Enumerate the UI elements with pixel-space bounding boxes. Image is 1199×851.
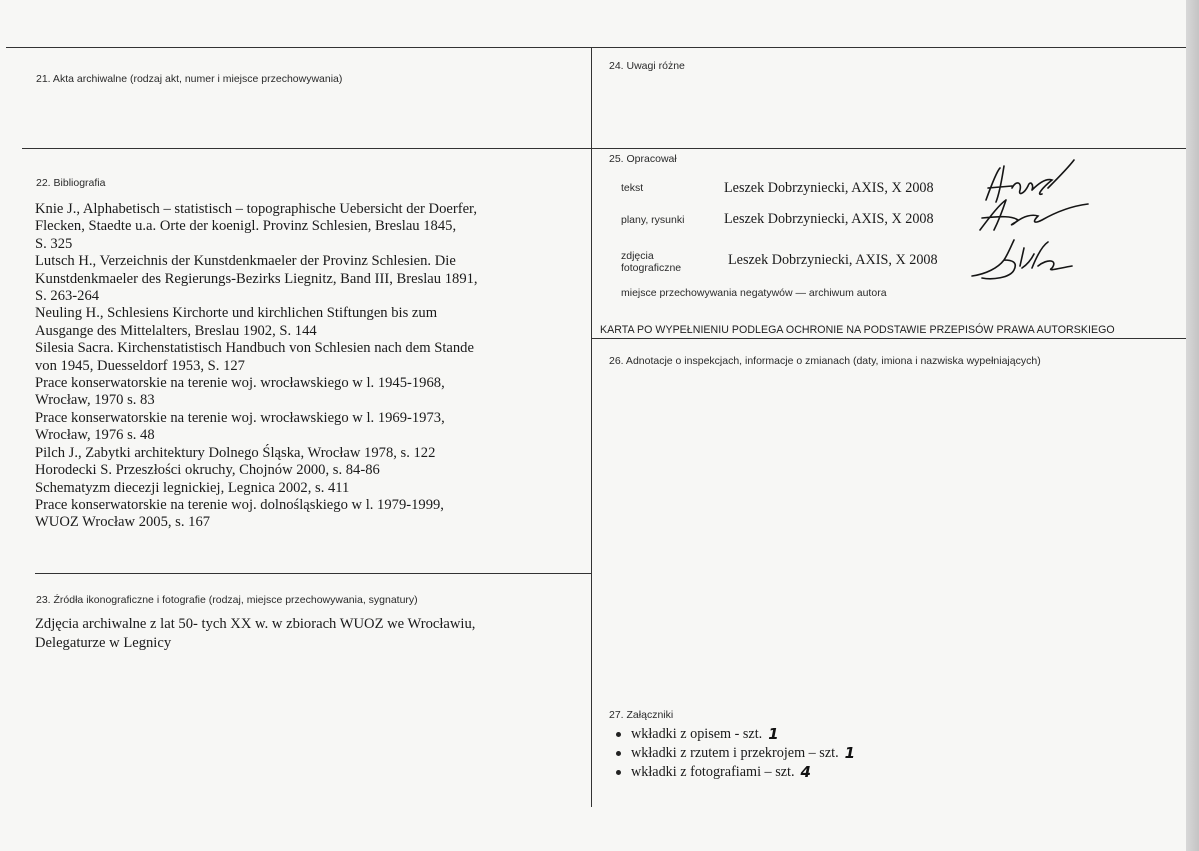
section-24-label: 24. Uwagi różne bbox=[609, 60, 685, 72]
bibliography-line: Lutsch H., Verzeichnis der Kunstdenkmaeler der Provinz Schlesien. Die bbox=[35, 253, 456, 270]
bibliography-line: Wrocław, 1976 s. 48 bbox=[35, 427, 155, 444]
negatives-storage: miejsce przechowywania negatywów — archiwum autora bbox=[621, 287, 887, 299]
bibliography-line: Ausgange des Mittelalters, Breslau 1902, S. 144 bbox=[35, 322, 317, 339]
author-text-label: tekst bbox=[621, 182, 644, 194]
section-22-label: 22. Bibliografia bbox=[36, 177, 106, 189]
bibliography-line: Prace konserwatorskie na terenie woj. wrocławskiego w l. 1945-1968, bbox=[35, 375, 445, 392]
center-divider bbox=[591, 47, 592, 807]
rule-22-23 bbox=[35, 573, 591, 574]
rule-24-25 bbox=[591, 148, 1186, 149]
section-27-label: 27. Załączniki bbox=[609, 709, 674, 721]
rule-25-26 bbox=[591, 338, 1186, 339]
attachment-count: 1 bbox=[844, 744, 856, 762]
attachments-list bbox=[612, 725, 855, 782]
section-21-label: 21. Akta archiwalne (rodzaj akt, numer i miejsce przechowywania) bbox=[36, 73, 343, 85]
bibliography-line: Neuling H., Schlesiens Kirchorte und kirchlichen Stiftungen bis zum bbox=[35, 305, 438, 322]
section-23-label: 23. Źródła ikonograficzne i fotografie (rodzaj, miejsce przechowywania, sygnatury) bbox=[36, 594, 418, 606]
author-plans-value: Leszek Dobrzyniecki, AXIS, X 2008 bbox=[724, 211, 934, 227]
bibliography-line: Pilch J., Zabytki architektury Dolnego Śląska, Wrocław 1978, s. 122 bbox=[35, 444, 436, 461]
section-25-label: 25. Opracował bbox=[609, 153, 677, 165]
bibliography-line: Horodecki S. Przeszłości okruchy, Chojnów 2000, s. 84-86 bbox=[35, 462, 380, 479]
bibliography-line: Wrocław, 1970 s. 83 bbox=[35, 392, 155, 409]
author-photos-label bbox=[621, 250, 681, 274]
bullet bbox=[616, 770, 621, 775]
bibliography-line: S. 325 bbox=[35, 235, 73, 252]
rule-21-22 bbox=[22, 148, 591, 149]
source-line: Delegaturze w Legnicy bbox=[35, 634, 172, 651]
author-photos-value: Leszek Dobrzyniecki, AXIS, X 2008 bbox=[728, 252, 938, 268]
attachment-text: wkładki z opisem - szt. bbox=[631, 726, 763, 742]
bibliography-line: Kunstdenkmaeler des Regierungs-Bezirks Liegnitz, Band III, Breslau 1891, bbox=[35, 270, 478, 287]
attachment-count: 4 bbox=[800, 763, 811, 781]
attachment-text: wkładki z rzutem i przekrojem – szt. bbox=[631, 745, 839, 761]
iconography-sources bbox=[35, 615, 555, 652]
bibliography-line: Prace konserwatorskie na terenie woj. dolnośląskiego w l. 1979-1999, bbox=[35, 496, 444, 513]
bullet bbox=[616, 751, 621, 756]
bibliography-line: WUOZ Wrocław 2005, s. 167 bbox=[35, 514, 211, 531]
bibliography-line: Knie J., Alphabetisch – statistisch – topographische Uebersicht der Doerfer, bbox=[35, 201, 477, 217]
bibliography-line: von 1945, Duesseldorf 1953, S. 127 bbox=[35, 357, 245, 374]
author-text-value: Leszek Dobrzyniecki, AXIS, X 2008 bbox=[724, 180, 934, 196]
author-plans-label: plany, rysunki bbox=[621, 214, 685, 226]
section-26-label: 26. Adnotacje o inspekcjach, informacje o zmianach (daty, imiona i nazwiska wypełniających) bbox=[609, 355, 1041, 367]
attachment-item bbox=[612, 744, 855, 763]
bibliography-line: Prace konserwatorskie na terenie woj. wrocławskiego w l. 1969-1973, bbox=[35, 409, 445, 426]
bibliography-line: Flecken, Staedte u.a. Orte der koenigl. Provinz Schlesien, Breslau 1845, bbox=[35, 218, 457, 235]
bibliography-line: Silesia Sacra. Kirchenstatistisch Handbuch von Schlesien nach dem Stande bbox=[35, 340, 474, 357]
copyright-protection-notice: KARTA PO WYPEŁNIENIU PODLEGA OCHRONIE NA PODSTAWIE PRZEPISÓW PRAWA AUTORSKIEGO bbox=[600, 324, 1115, 336]
bullet bbox=[616, 732, 621, 737]
attachment-item bbox=[612, 763, 855, 782]
bibliography-line: S. 263-264 bbox=[35, 288, 100, 305]
author-photos-label-line2: fotograficzne bbox=[621, 262, 682, 274]
signature-mark bbox=[968, 236, 1078, 284]
bibliography-line: Schematyzm diecezji legnickiej, Legnica 2002, s. 411 bbox=[35, 479, 350, 496]
signature-mark bbox=[972, 196, 1092, 236]
attachment-text: wkładki z fotografiami – szt. bbox=[631, 764, 795, 780]
page-edge bbox=[1186, 0, 1199, 851]
source-line: Zdjęcia archiwalne z lat 50- tych XX w. w zbiorach WUOZ we Wrocławiu, bbox=[35, 616, 476, 632]
author-photos-label-line1: zdjęcia bbox=[621, 250, 654, 262]
bibliography-list bbox=[35, 201, 555, 532]
attachment-count: 1 bbox=[768, 725, 779, 743]
top-rule bbox=[6, 47, 1186, 48]
attachment-item bbox=[612, 725, 855, 744]
